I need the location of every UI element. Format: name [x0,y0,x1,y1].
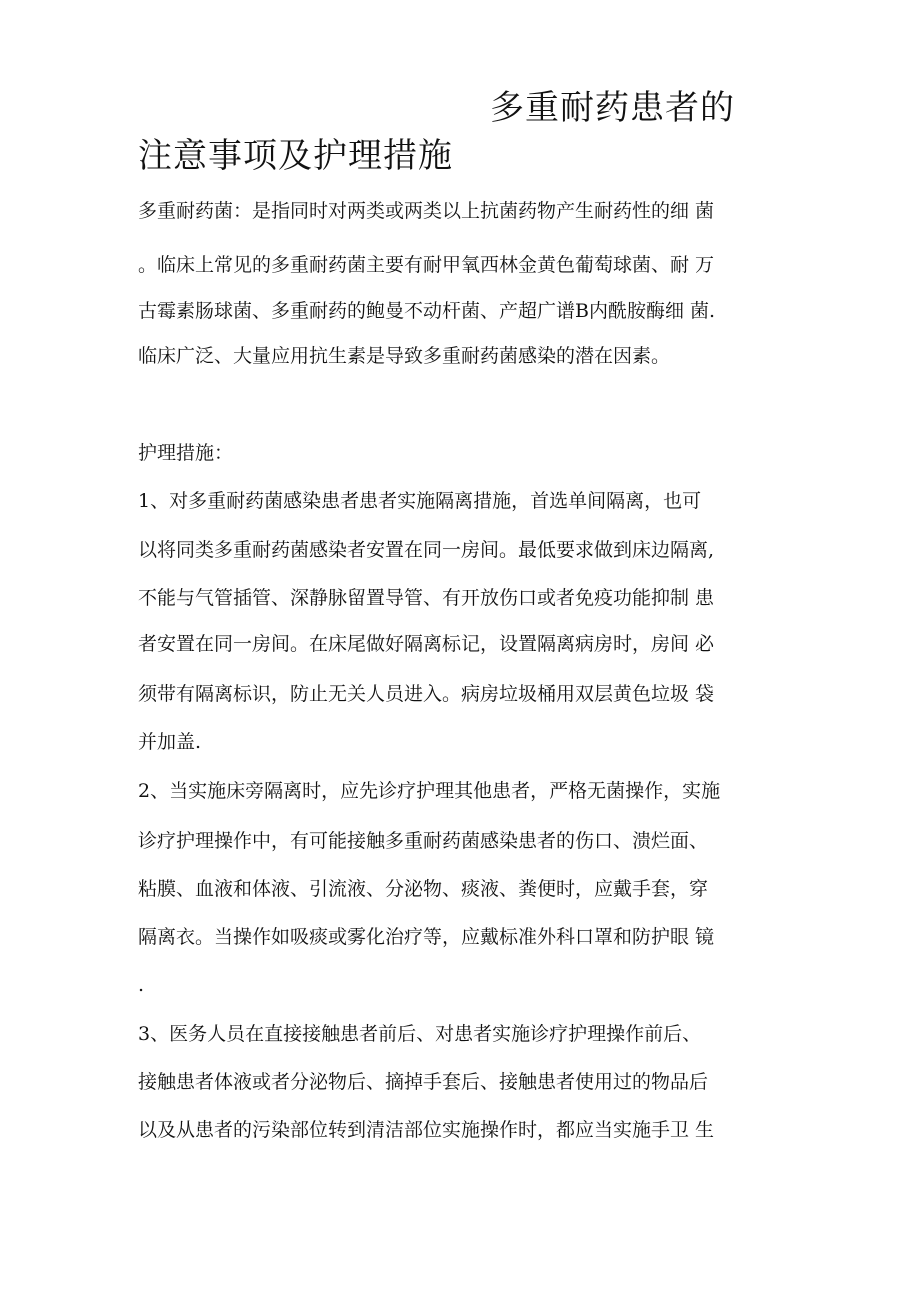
measures-heading: 护理措施： [138,442,234,464]
measure-2-line: 诊疗护理操作中，有可能接触多重耐药菌感染患者的伤口、溃烂面、 [138,830,709,852]
measure-2-line: 2、当实施床旁隔离时，应先诊疗护理其他患者，严格无菌操作，实施 [138,780,721,802]
measure-2-line: 粘膜、血液和体液、引流液、分泌物、痰液、粪便时，应戴手套，穿 [138,878,709,900]
measure-1-line: 不能与气管插管、深静脉留置导管、有开放伤口或者免疫功能抑制 患 [138,587,715,609]
measure-1-line: 者安置在同一房间。在床尾做好隔离标记，设置隔离病房时，房间 必 [138,633,715,655]
measure-1-line: 并加盖. [138,731,202,753]
measure-2-line: 隔离衣。当操作如吸痰或雾化治疗等，应戴标准外科口罩和防护眼 镜 [138,926,715,948]
document-title-line-2: 注意事项及护理措施 [138,136,453,176]
measure-3-line: 3、医务人员在直接接触患者前后、对患者实施诊疗护理操作前后、 [138,1023,702,1045]
measure-3-line: 以及从患者的污染部位转到清洁部位实施操作时，都应当实施手卫 生 [138,1119,715,1141]
measure-1-line: 1、对多重耐药菌感染患者患者实施隔离措施，首选单间隔离，也可 [138,490,702,512]
measure-3-line: 接触患者体液或者分泌物后、摘掉手套后、接触患者使用过的物品后 [138,1071,709,1093]
document-title-line-1: 多重耐药患者的 [490,88,735,128]
intro-line: 。临床上常见的多重耐药菌主要有耐甲氧西林金黄色葡萄球菌、耐 万 [138,254,715,276]
measure-1-line: 以将同类多重耐药菌感染者安置在同一房间。最低要求做到床边隔离, [138,539,715,561]
intro-line: 古霉素肠球菌、多重耐药的鲍曼不动杆菌、产超广谱B内酰胺酶细 菌. [138,300,716,322]
measure-2-line: . [138,974,145,996]
measure-1-line: 须带有隔离标识，防止无关人员进入。病房垃圾桶用双层黄色垃圾 袋 [138,683,715,705]
intro-line: 临床广泛、大量应用抗生素是导致多重耐药菌感染的潜在因素。 [138,345,671,367]
intro-line: 多重耐药菌：是指同时对两类或两类以上抗菌药物产生耐药性的细 菌 [138,200,715,222]
